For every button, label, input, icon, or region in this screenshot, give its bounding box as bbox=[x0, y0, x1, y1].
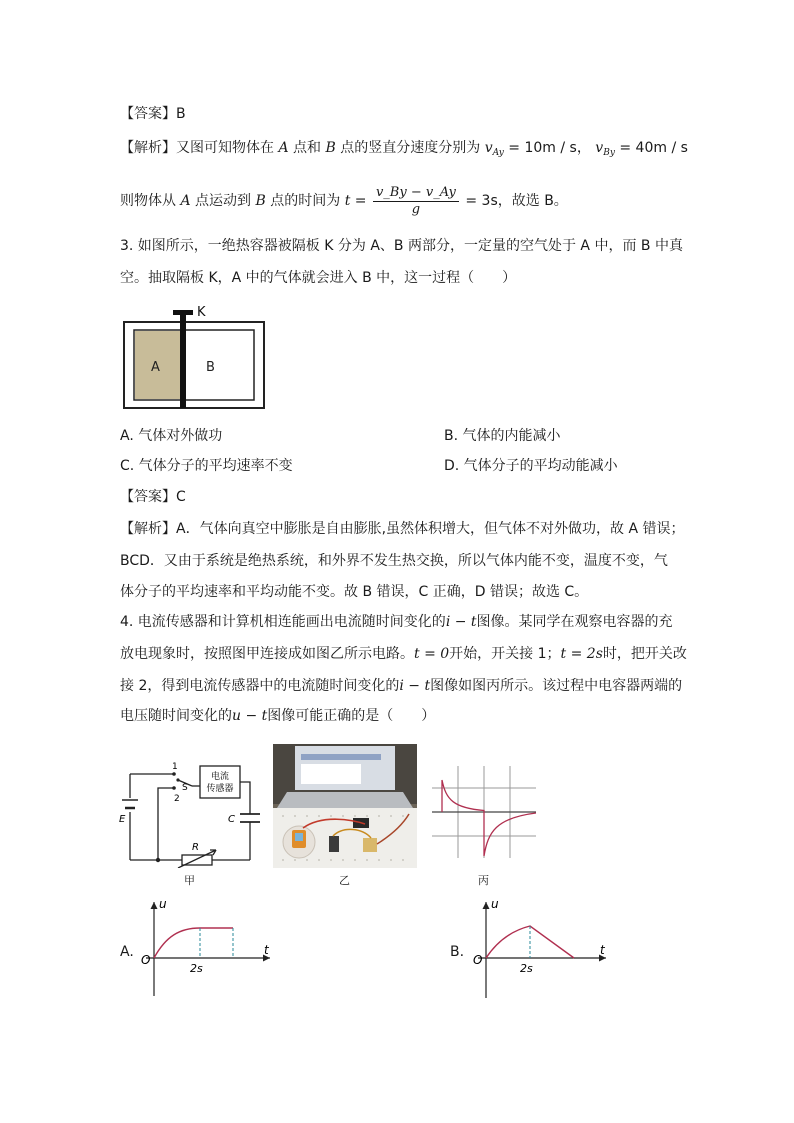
graph-option-b[interactable] bbox=[468, 896, 610, 1002]
text: 则物体从 bbox=[120, 193, 176, 209]
battery-pack bbox=[329, 836, 339, 852]
it-graph bbox=[428, 764, 538, 860]
insulated-container-figure bbox=[118, 298, 274, 416]
option-b[interactable]: B. 气体的内能减小 bbox=[444, 428, 561, 444]
q3-analysis-line3: 体分子的平均速率和平均动能不变。故 B 错误，C 正确，D 错误；故选 C。 bbox=[120, 584, 589, 600]
q3-answer-line bbox=[120, 487, 186, 507]
text: 4. 电流传感器和计算机相连能画出电流随时间变化的 bbox=[120, 614, 446, 630]
capacitor-label: C bbox=[228, 814, 235, 825]
sensor-label-1: 电流 bbox=[210, 772, 230, 782]
tick-2s: 2s bbox=[190, 962, 203, 975]
q4-stem-line4 bbox=[120, 706, 435, 726]
point-b: B bbox=[325, 140, 336, 156]
sensor-label-2: 传感器 bbox=[206, 784, 234, 794]
experiment-photo bbox=[273, 744, 417, 868]
velocity-symbol: v bbox=[595, 140, 604, 156]
text: 放电现象时，按照图甲连接成如图乙所示电路。 bbox=[120, 646, 414, 662]
charging-curve bbox=[442, 780, 484, 812]
switch-label: S bbox=[182, 783, 188, 793]
math-t0: t = 0 bbox=[414, 646, 450, 662]
terminal-label-2: 2 bbox=[174, 794, 180, 804]
q4-stem-line1 bbox=[120, 612, 673, 632]
wire bbox=[240, 782, 250, 814]
graph-option-a[interactable] bbox=[136, 896, 276, 1000]
text: 图像如图丙所示。该过程中电容器两端的 bbox=[430, 678, 683, 694]
origin-label: O bbox=[141, 953, 151, 967]
partition-k bbox=[180, 312, 186, 408]
q2-analysis-line1 bbox=[120, 138, 688, 163]
velocity-value: = 10m / s bbox=[508, 140, 577, 156]
terminal-1 bbox=[172, 772, 176, 776]
answer-value: B bbox=[176, 106, 186, 122]
battery-label: E bbox=[119, 814, 126, 825]
fraction-denominator: g bbox=[411, 201, 421, 217]
option-d[interactable]: D. 气体分子的平均动能减小 bbox=[444, 458, 618, 474]
velocity-symbol: v bbox=[484, 140, 493, 156]
laptop-window-bar bbox=[301, 754, 381, 760]
laptop-keyboard bbox=[277, 792, 413, 808]
resistor-label: R bbox=[192, 842, 199, 853]
text: ，故选 B。 bbox=[497, 193, 568, 209]
text: 又图可知物体在 bbox=[176, 140, 274, 156]
q3-stem-line2: 空。抽取隔板 K，A 中的气体就会进入 B 中，这一过程（ ） bbox=[120, 270, 517, 286]
caption-bing: 丙 bbox=[478, 874, 489, 887]
label-b: B bbox=[206, 360, 215, 375]
q2-answer-line bbox=[120, 104, 186, 124]
math-ut: u − t bbox=[232, 708, 268, 724]
sensor-screen bbox=[295, 833, 303, 841]
analysis-tag: 【解析】 bbox=[120, 521, 176, 537]
q4-stem-line3 bbox=[120, 676, 682, 696]
math-it: i − t bbox=[445, 614, 477, 630]
tick-2s: 2s bbox=[520, 962, 533, 975]
text: 电压随时间变化的 bbox=[120, 708, 232, 724]
label-a: A bbox=[151, 360, 160, 375]
u-label: u bbox=[491, 897, 499, 911]
answer-tag: 【答案】 bbox=[120, 106, 176, 122]
option-a[interactable]: A. 气体对外做功 bbox=[120, 428, 223, 444]
graph-option-a-label[interactable]: A. bbox=[120, 944, 134, 960]
t-label: t bbox=[600, 943, 605, 957]
t-label: t bbox=[264, 943, 269, 957]
label-k: K bbox=[197, 305, 206, 320]
text: 时，把开关改 bbox=[602, 646, 687, 662]
point-a: A bbox=[278, 140, 289, 156]
text: 点运动到 bbox=[195, 193, 252, 209]
option-c[interactable]: C. 气体分子的平均速率不变 bbox=[120, 458, 293, 474]
text: A．气体向真空中膨胀是自由膨胀,虽然体积增大，但气体不对外做功，故 A 错误； bbox=[176, 521, 685, 537]
answer-tag: 【答案】 bbox=[120, 489, 176, 505]
partition-handle bbox=[173, 310, 193, 315]
point-a: A bbox=[180, 193, 191, 209]
text: 开始，开关接 1； bbox=[449, 646, 561, 662]
text: 接 2，得到电流传感器中的电流随时间变化的 bbox=[120, 678, 400, 694]
text: ， bbox=[576, 140, 591, 156]
time-result: = 3s bbox=[465, 193, 498, 209]
terminal-2 bbox=[172, 786, 176, 790]
text: 图像。某同学在观察电容器的充 bbox=[476, 614, 673, 630]
analysis-tag: 【解析】 bbox=[120, 140, 176, 156]
velocity-value: = 40m / s bbox=[619, 140, 688, 156]
q2-analysis-line2 bbox=[120, 184, 568, 218]
text: 图像可能正确的是（ ） bbox=[267, 708, 436, 724]
u-label: u bbox=[159, 897, 167, 911]
laptop-window bbox=[301, 764, 361, 784]
origin-label: O bbox=[473, 953, 483, 967]
text: 点的竖直分速度分别为 bbox=[340, 140, 481, 156]
junction-dot bbox=[156, 858, 160, 862]
switch-pivot bbox=[176, 778, 179, 781]
point-b: B bbox=[255, 193, 266, 209]
q4-stem-line2 bbox=[120, 644, 687, 664]
q3-stem-line1: 3. 如图所示，一绝热容器被隔板 K 分为 A、B 两部分，一定量的空气处于 A 中，而 B 中真 bbox=[120, 238, 683, 254]
graph-option-b-label[interactable]: B. bbox=[450, 944, 465, 960]
math-it: i − t bbox=[399, 678, 431, 694]
u-t-curve-a bbox=[154, 928, 233, 958]
answer-value: C bbox=[176, 489, 186, 505]
circuit-diagram bbox=[116, 756, 266, 868]
fraction-numerator: v_By − v_Ay bbox=[373, 185, 459, 202]
caption-jia: 甲 bbox=[184, 874, 195, 887]
math-t2: t = 2s bbox=[560, 646, 603, 662]
wire bbox=[158, 788, 174, 860]
text: 点和 bbox=[293, 140, 322, 156]
terminal-label-1: 1 bbox=[172, 762, 178, 772]
q3-analysis-line2: BCD．又由于系统是绝热系统，和外界不发生热交换，所以气体内能不变，温度不变，气 bbox=[120, 553, 668, 569]
q3-analysis-line1 bbox=[120, 519, 685, 539]
velocity-subscript: Ay bbox=[492, 148, 504, 158]
caption-yi: 乙 bbox=[339, 874, 350, 887]
time-fraction bbox=[373, 185, 459, 218]
velocity-subscript: By bbox=[603, 148, 615, 158]
capacitor-block bbox=[363, 838, 377, 852]
text: 点的时间为 bbox=[270, 193, 341, 209]
time-symbol: t = bbox=[344, 193, 367, 209]
